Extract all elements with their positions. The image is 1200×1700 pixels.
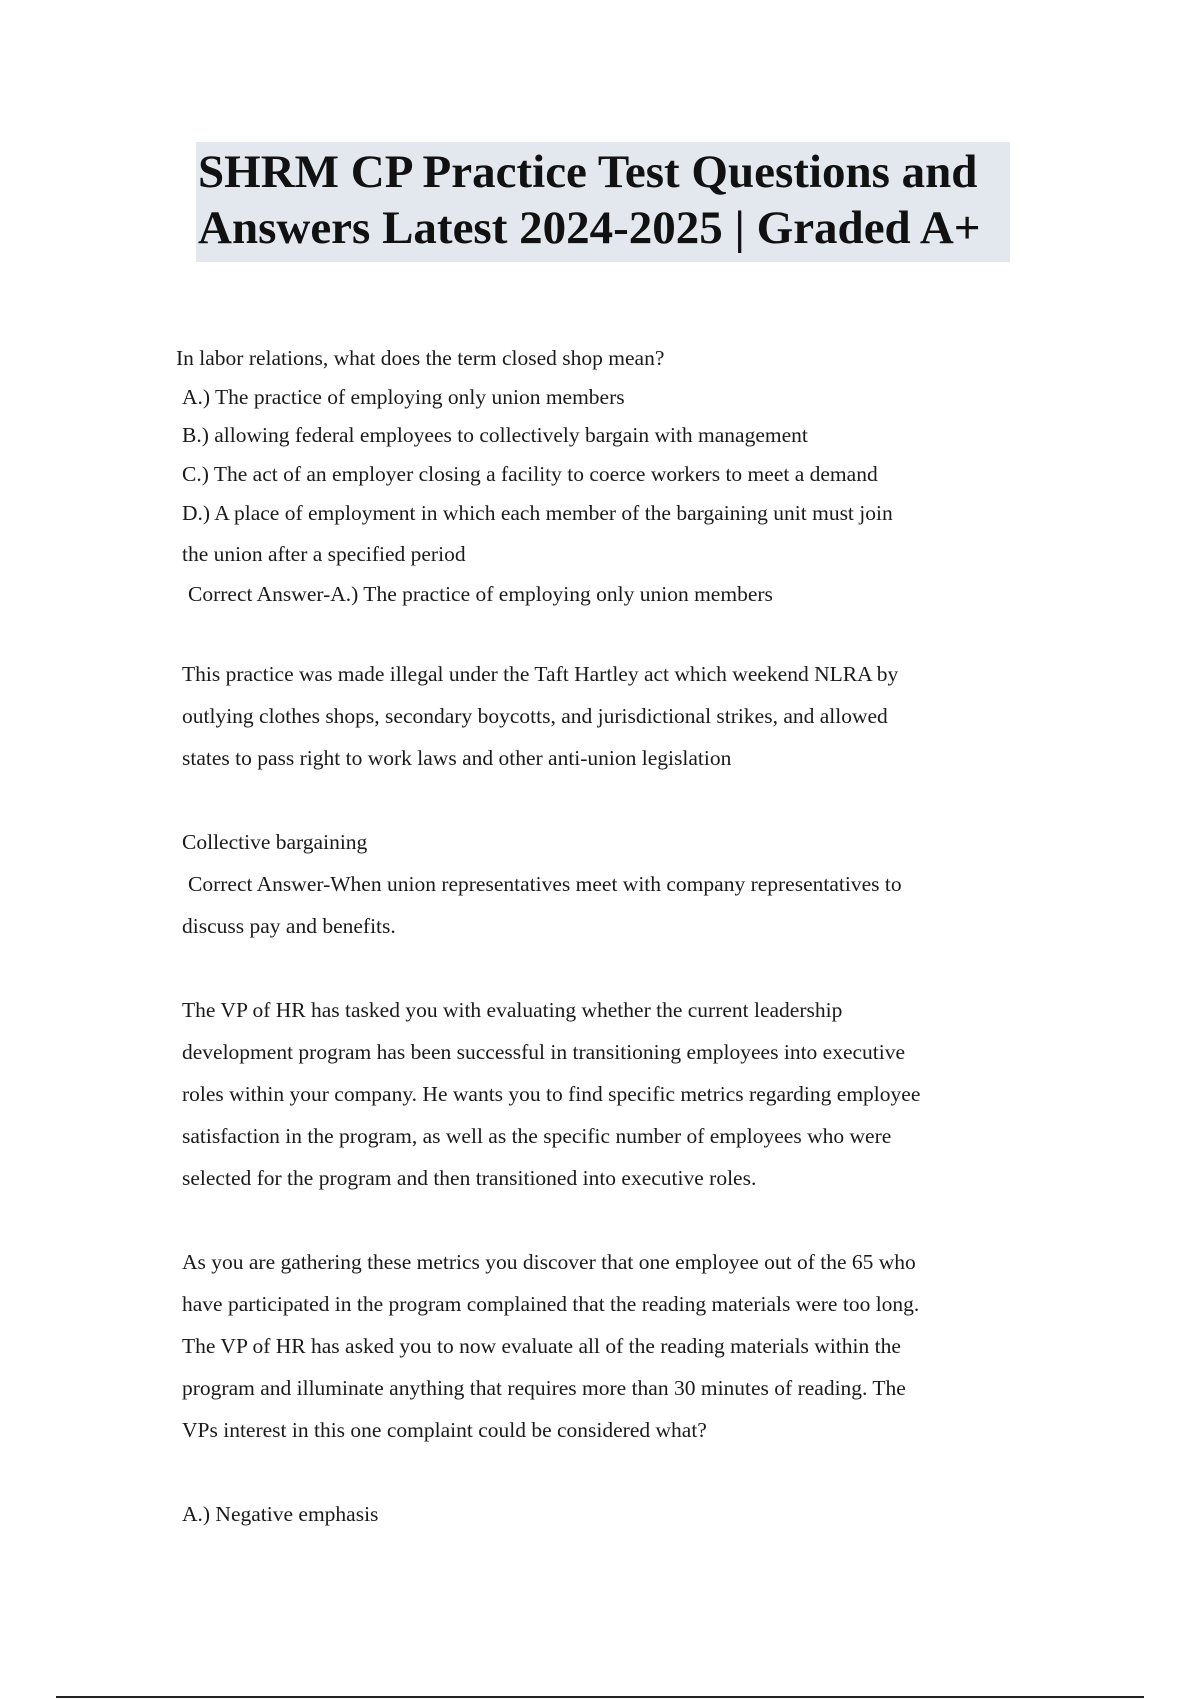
option-d: D.) A place of employment in which each member of the bargaining unit must join [182, 501, 893, 525]
explanation-line: This practice was made illegal under the Taft Hartley act which weekend NLRA by [182, 662, 899, 686]
paragraph-line: The VP of HR has tasked you with evaluating whether the current leadership [182, 998, 843, 1022]
question-text: In labor relations, what does the term closed shop mean? [176, 346, 665, 370]
option-a: A.) The practice of employing only union members [182, 385, 625, 409]
document-body [176, 338, 1036, 1535]
option-a: A.) Negative emphasis [182, 1502, 379, 1526]
document-title-text [198, 144, 1008, 256]
correct-answer: Correct Answer-When union representatives meet with company representatives to [188, 872, 902, 896]
paragraph-line: The VP of HR has asked you to now evaluate all of the reading materials within the [182, 1334, 901, 1358]
option-b: B.) allowing federal employees to collectively bargain with management [182, 423, 808, 447]
paragraph-line: development program has been successful in transitioning employees into executive [182, 1040, 906, 1064]
paragraph-line: have participated in the program complained that the reading materials were too long. [182, 1292, 920, 1316]
option-c: C.) The act of an employer closing a facility to coerce workers to meet a demand [182, 462, 878, 486]
title-line-2: Answers Latest 2024-2025 | Graded A+ [198, 202, 981, 254]
explanation-line: outlying clothes shops, secondary boycotts, and jurisdictional strikes, and allowed [182, 704, 888, 728]
question-text: Collective bargaining [182, 830, 368, 854]
document-title [196, 142, 1010, 262]
title-line-1: SHRM CP Practice Test Questions and [198, 146, 978, 198]
correct-answer: Correct Answer-A.) The practice of employing only union members [188, 582, 773, 606]
paragraph-line: program and illuminate anything that requires more than 30 minutes of reading. The [182, 1376, 906, 1400]
paragraph-line: roles within your company. He wants you to find specific metrics regarding employee [182, 1082, 921, 1106]
explanation-line: states to pass right to work laws and other anti-union legislation [182, 746, 732, 770]
page-divider [56, 1696, 1144, 1698]
paragraph-line: As you are gathering these metrics you discover that one employee out of the 65 who [182, 1250, 916, 1274]
paragraph-line: VPs interest in this one complaint could be considered what? [182, 1418, 707, 1442]
option-d-continued: the union after a specified period [182, 542, 466, 566]
paragraph-line: selected for the program and then transitioned into executive roles. [182, 1166, 757, 1190]
correct-answer-continued: discuss pay and benefits. [182, 914, 396, 938]
paragraph-line: satisfaction in the program, as well as the specific number of employees who were [182, 1124, 892, 1148]
